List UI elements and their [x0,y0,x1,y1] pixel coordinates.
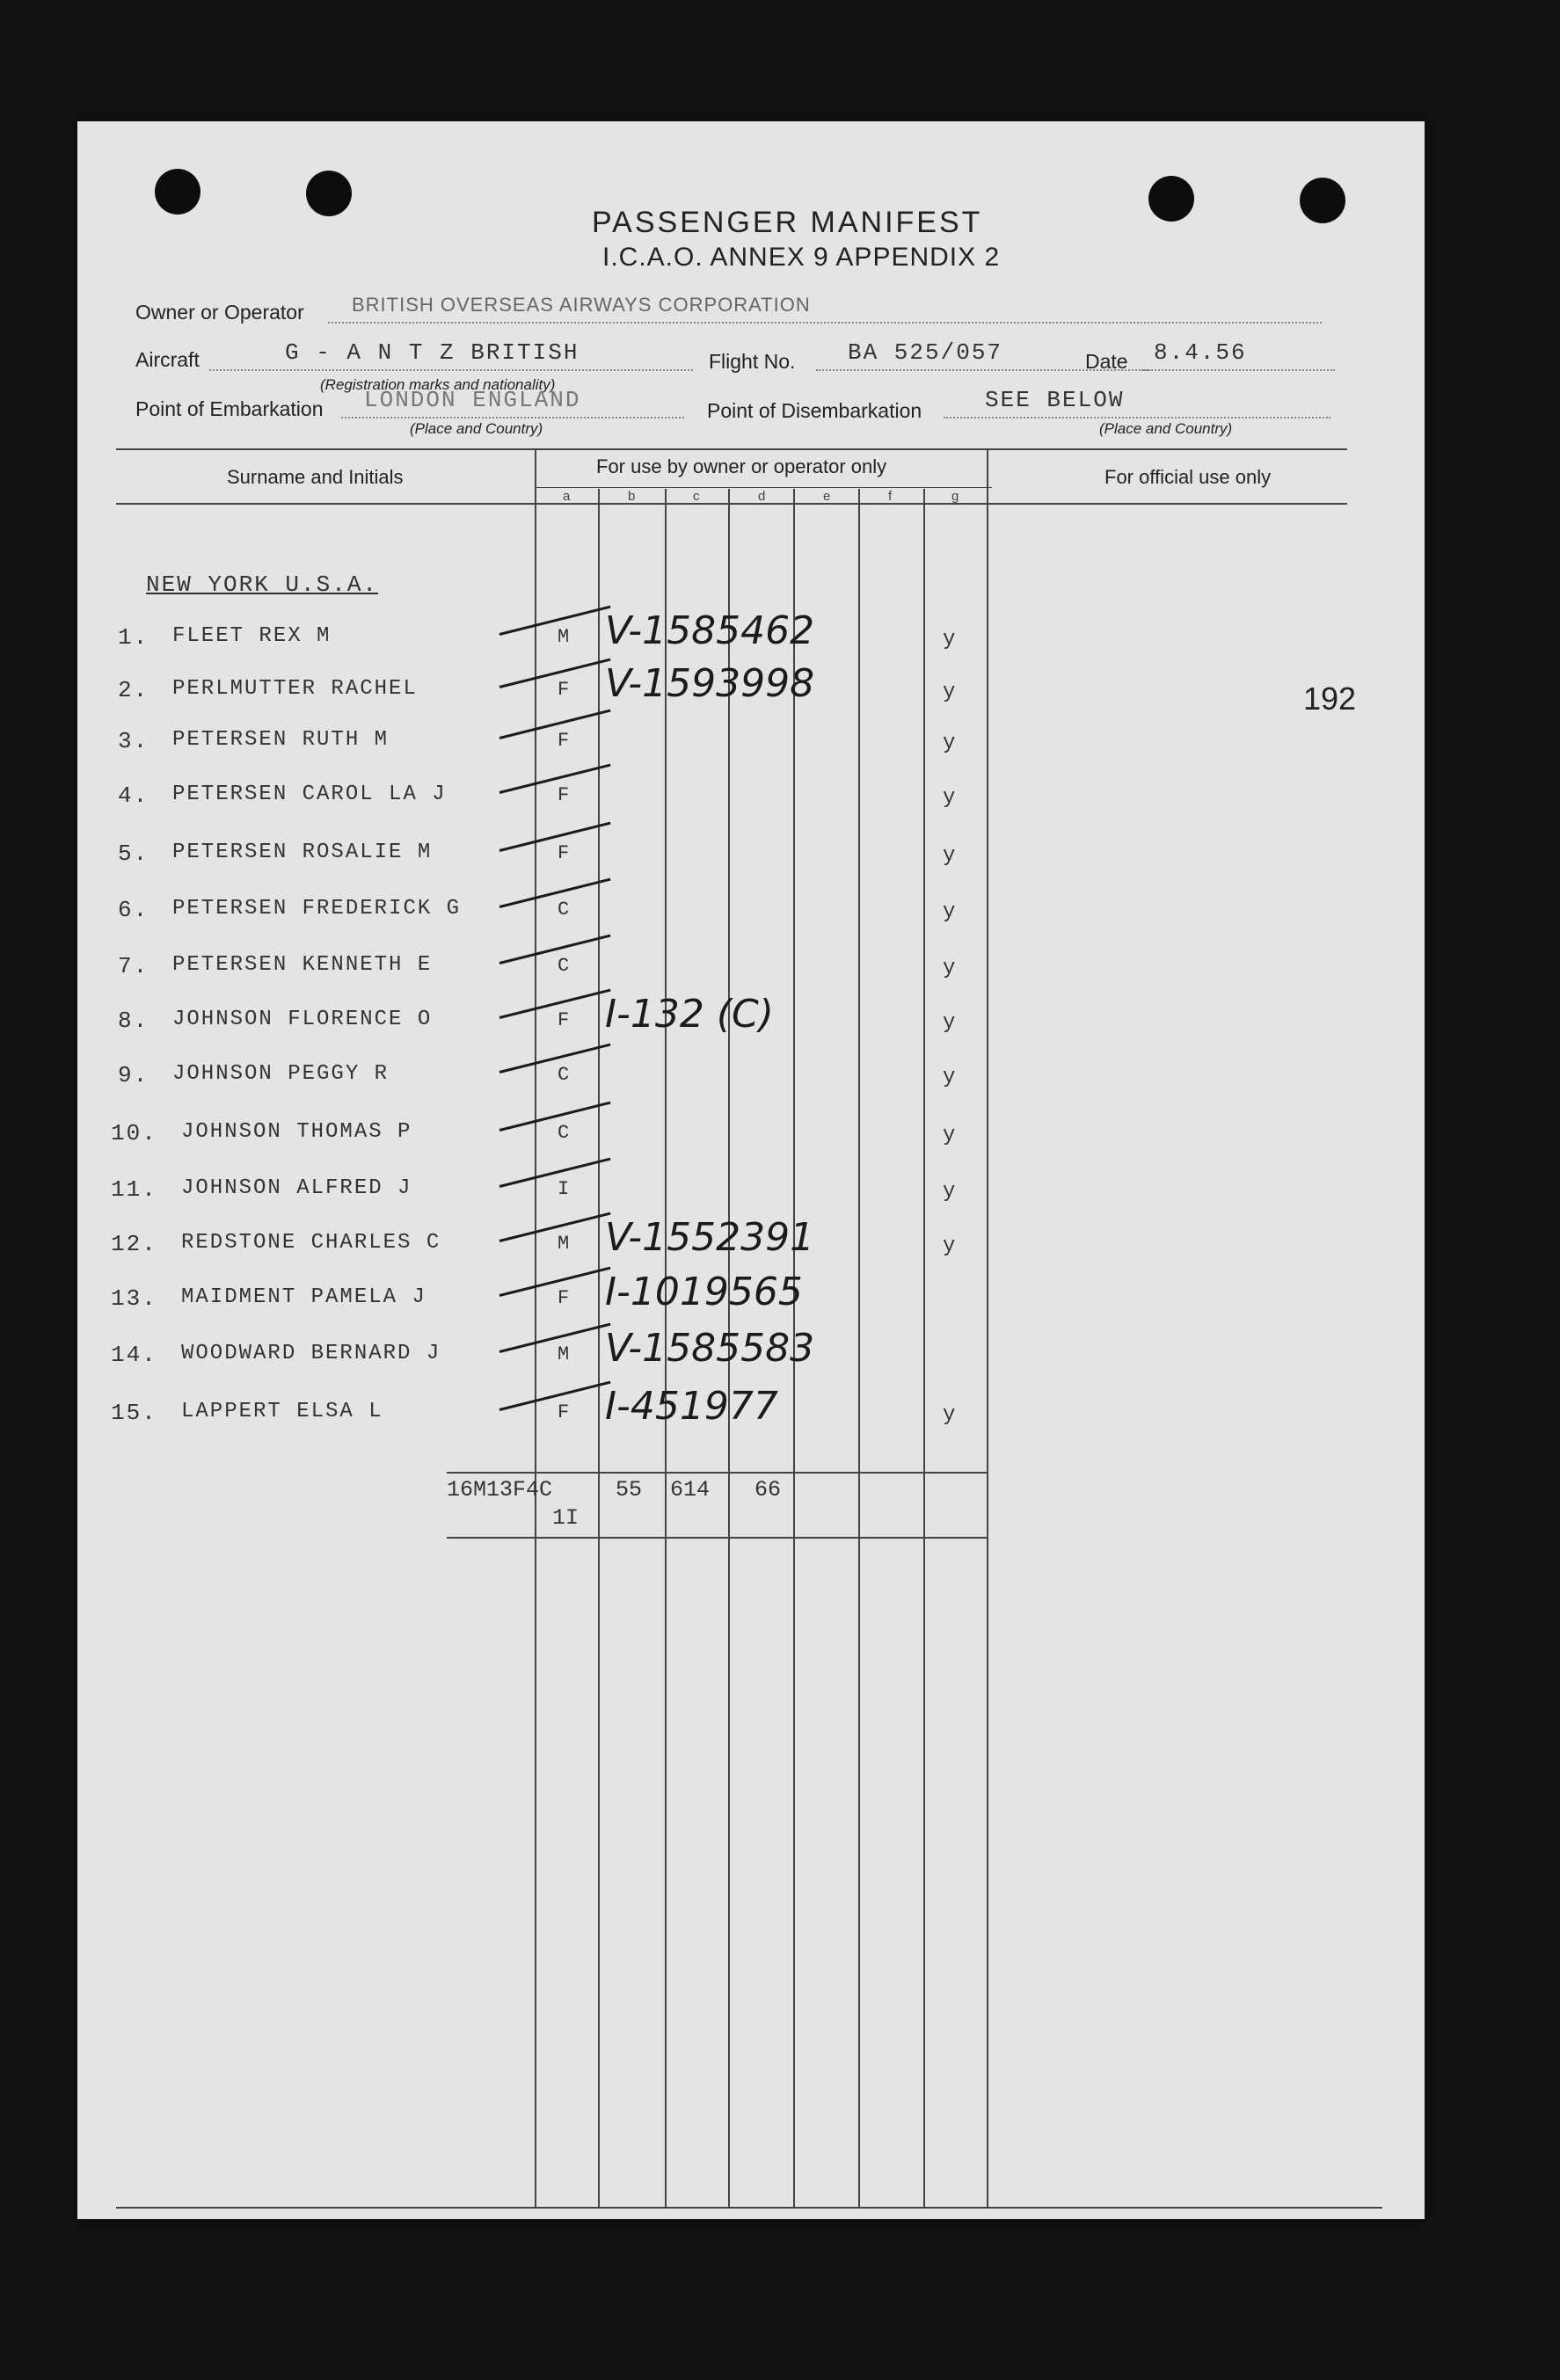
subcolumn-e: e [823,489,831,504]
row-number: 3. [118,728,149,754]
check-stroke [499,1158,611,1188]
category-code: F [558,784,572,806]
punch-hole [155,169,200,215]
passenger-name: JOHNSON FLORENCE O [172,1008,433,1031]
category-code: F [558,842,572,864]
check-stroke [499,764,611,794]
check-stroke [499,1323,611,1353]
official-mark: y [943,681,958,704]
punch-hole [1300,178,1345,223]
official-mark: y [943,1234,958,1258]
handwritten-number: I-451977 [605,1384,778,1429]
check-stroke [499,606,611,636]
row-number: 2. [118,677,149,703]
handwritten-number: V-1585462 [605,608,815,653]
category-code: F [558,730,572,752]
row-number: 7. [118,953,149,979]
manifest-sheet [77,121,1425,2219]
official-mark: y [943,1011,958,1035]
column-official: For official use only [1104,466,1272,488]
passenger-name: JOHNSON THOMAS P [181,1120,412,1144]
passenger-name: JOHNSON PEGGY R [172,1062,390,1086]
category-code: F [558,1287,572,1309]
disembarkation-value: SEE BELOW [985,387,1125,413]
row-number: 15. [111,1400,157,1426]
passenger-name: FLEET REX M [172,624,332,648]
official-mark: y [943,731,958,755]
category-code: C [558,955,572,977]
passenger-name: PETERSEN ROSALIE M [172,841,433,864]
aircraft-label: Aircraft [135,348,200,371]
official-mark: y [943,957,958,980]
passenger-name: JOHNSON ALFRED J [181,1176,412,1200]
category-code: M [558,1233,572,1255]
check-stroke [499,1381,611,1411]
owner-label: Owner or Operator [135,301,304,324]
check-stroke [499,659,611,688]
total-infants: 1I [552,1505,580,1531]
subcolumn-b: b [628,489,636,504]
category-code: F [558,1009,572,1031]
passenger-name: LAPPERT ELSA L [181,1400,383,1423]
check-stroke [499,989,611,1019]
subcolumn-d: d [758,489,766,504]
date-label: Date [1085,350,1128,373]
handwritten-number: V-1585583 [605,1326,815,1371]
check-stroke [499,1102,611,1132]
official-mark: y [943,628,958,651]
embarkation-note: (Place and Country) [410,420,543,437]
subcolumn-f: f [888,489,893,504]
check-stroke [499,1212,611,1242]
category-code: F [558,679,572,701]
official-mark: y [943,1180,958,1204]
punch-hole [306,171,352,216]
official-mark: y [943,844,958,868]
flight-label: Flight No. [709,350,796,373]
date-value: 8.4.56 [1154,339,1247,366]
category-code: C [558,1064,572,1086]
subcolumn-g: g [951,489,959,504]
flight-value: BA 525/057 [848,339,1003,366]
total-b: 55 [616,1477,643,1503]
row-number: 8. [118,1008,149,1034]
row-number: 4. [118,782,149,809]
aircraft-value: G - A N T Z BRITISH [285,339,580,366]
check-stroke [499,935,611,964]
aircraft-note: (Registration marks and nationality) [320,376,556,393]
subcolumn-a: a [563,489,571,504]
embarkation-value: LONDON ENGLAND [364,387,581,413]
passenger-name: PETERSEN CAROL LA J [172,782,447,806]
table-header-rule [116,503,1347,505]
embarkation-label: Point of Embarkation [135,397,324,420]
official-mark: y [943,786,958,810]
disembarkation-label: Point of Disembarkation [707,399,922,422]
total-by-category: 16M13F4C [447,1477,553,1503]
subcolumn-c: c [693,489,700,504]
column-operator: For use by owner or operator only [596,455,887,477]
passenger-name: PETERSEN KENNETH E [172,953,433,977]
manifest-subtitle: I.C.A.O. ANNEX 9 APPENDIX 2 [602,243,1001,272]
row-number: 10. [111,1120,157,1146]
row-number: 12. [111,1231,157,1257]
table-bottom-rule [116,2207,1382,2209]
passenger-name: MAIDMENT PAMELA J [181,1285,426,1309]
punch-hole [1148,176,1194,222]
page-number: 192 [1303,681,1357,717]
row-number: 13. [111,1285,157,1312]
passenger-name: REDSTONE CHARLES C [181,1231,441,1255]
handwritten-number: I-1019565 [605,1270,803,1314]
handwritten-number: V-1552391 [605,1215,815,1260]
row-number: 11. [111,1176,157,1203]
table-top-rule [116,448,1347,450]
total-d: 66 [754,1477,782,1503]
official-mark: y [943,1403,958,1427]
passenger-name: PETERSEN RUTH M [172,728,390,752]
passenger-name: PETERSEN FREDERICK G [172,897,462,921]
handwritten-number: V-1593998 [605,661,815,706]
check-stroke [499,878,611,908]
owner-value: BRITISH OVERSEAS AIRWAYS CORPORATION [352,294,811,316]
manifest-title: PASSENGER MANIFEST [592,206,983,239]
check-stroke [499,710,611,739]
category-code: M [558,1343,572,1365]
official-mark: y [943,1124,958,1147]
category-code: C [558,899,572,921]
destination-heading: NEW YORK U.S.A. [146,571,379,598]
total-c: 614 [670,1477,711,1503]
passenger-name: PERLMUTTER RACHEL [172,677,418,701]
category-code: I [558,1178,572,1200]
official-mark: y [943,900,958,924]
passenger-name: WOODWARD BERNARD J [181,1342,441,1365]
check-stroke [499,1044,611,1074]
row-number: 1. [118,624,149,651]
check-stroke [499,1267,611,1297]
disembarkation-note: (Place and Country) [1099,420,1233,437]
official-mark: y [943,1066,958,1089]
category-code: C [558,1122,572,1144]
row-number: 5. [118,841,149,867]
column-surname: Surname and Initials [227,466,404,488]
category-code: M [558,626,572,648]
row-number: 9. [118,1062,149,1088]
handwritten-number: I-132 (C) [605,992,774,1037]
category-code: F [558,1401,572,1423]
check-stroke [499,822,611,852]
row-number: 14. [111,1342,157,1368]
row-number: 6. [118,897,149,923]
